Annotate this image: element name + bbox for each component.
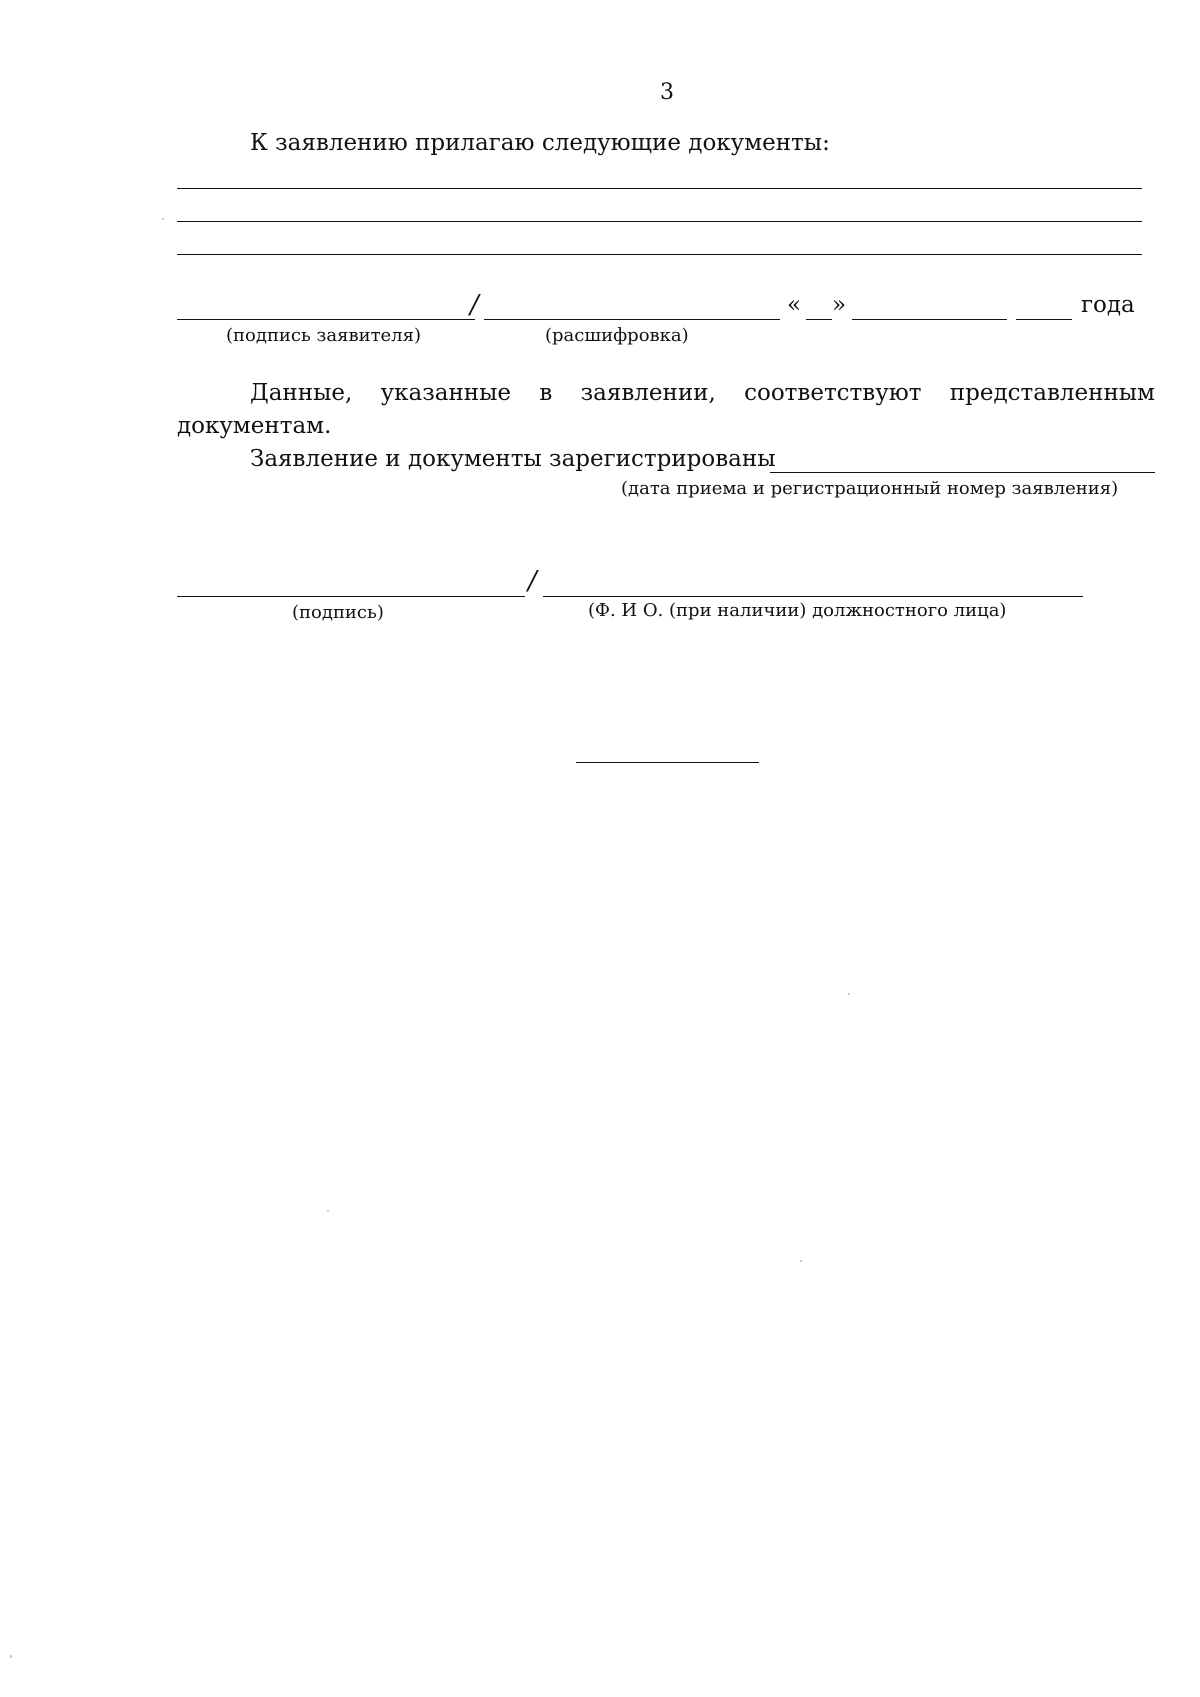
confirmation-word: соответствуют	[744, 380, 922, 406]
official-slash: /	[528, 566, 537, 596]
date-month-line[interactable]	[852, 319, 1007, 320]
scan-speck	[10, 1655, 12, 1658]
applicant-decode-line[interactable]	[484, 319, 780, 320]
official-signature-caption: (подпись)	[292, 602, 384, 623]
confirmation-line-2: документам.	[177, 413, 332, 439]
confirmation-word: заявлении,	[580, 380, 716, 406]
attachment-line-2[interactable]	[177, 221, 1142, 222]
applicant-signature-line[interactable]	[177, 319, 475, 320]
scan-speck	[162, 218, 164, 220]
confirmation-word: представленным	[949, 380, 1155, 406]
scan-speck	[327, 1210, 329, 1212]
confirmation-word: указанные	[380, 380, 512, 406]
decode-caption: (расшифровка)	[545, 325, 689, 346]
official-signature-line[interactable]	[177, 596, 525, 597]
date-close-quote: »	[832, 292, 847, 318]
confirmation-word: в	[539, 380, 553, 406]
registered-label: Заявление и документы зарегистрированы	[250, 446, 776, 472]
registration-line[interactable]	[770, 472, 1155, 473]
date-open-quote: «	[787, 292, 802, 318]
official-name-caption: (Ф. И О. (при наличии) должностного лица)	[588, 600, 1007, 621]
scan-speck	[800, 1260, 802, 1262]
attachment-line-1[interactable]	[177, 188, 1142, 189]
date-day-line[interactable]	[806, 319, 832, 320]
attachments-heading: К заявлению прилагаю следующие документы:	[250, 130, 830, 156]
registration-caption: (дата приема и регистрационный номер заявления)	[621, 478, 1119, 499]
attachment-line-3[interactable]	[177, 254, 1142, 255]
end-separator-line	[576, 762, 759, 763]
applicant-slash: /	[470, 290, 479, 320]
official-name-line[interactable]	[543, 596, 1083, 597]
confirmation-word: Данные,	[250, 380, 353, 406]
date-year-line[interactable]	[1016, 319, 1072, 320]
page-number: 3	[660, 80, 674, 105]
confirmation-line-1	[250, 380, 1155, 406]
applicant-signature-caption: (подпись заявителя)	[226, 325, 421, 346]
scan-speck	[848, 993, 850, 995]
year-word: года	[1081, 292, 1135, 318]
